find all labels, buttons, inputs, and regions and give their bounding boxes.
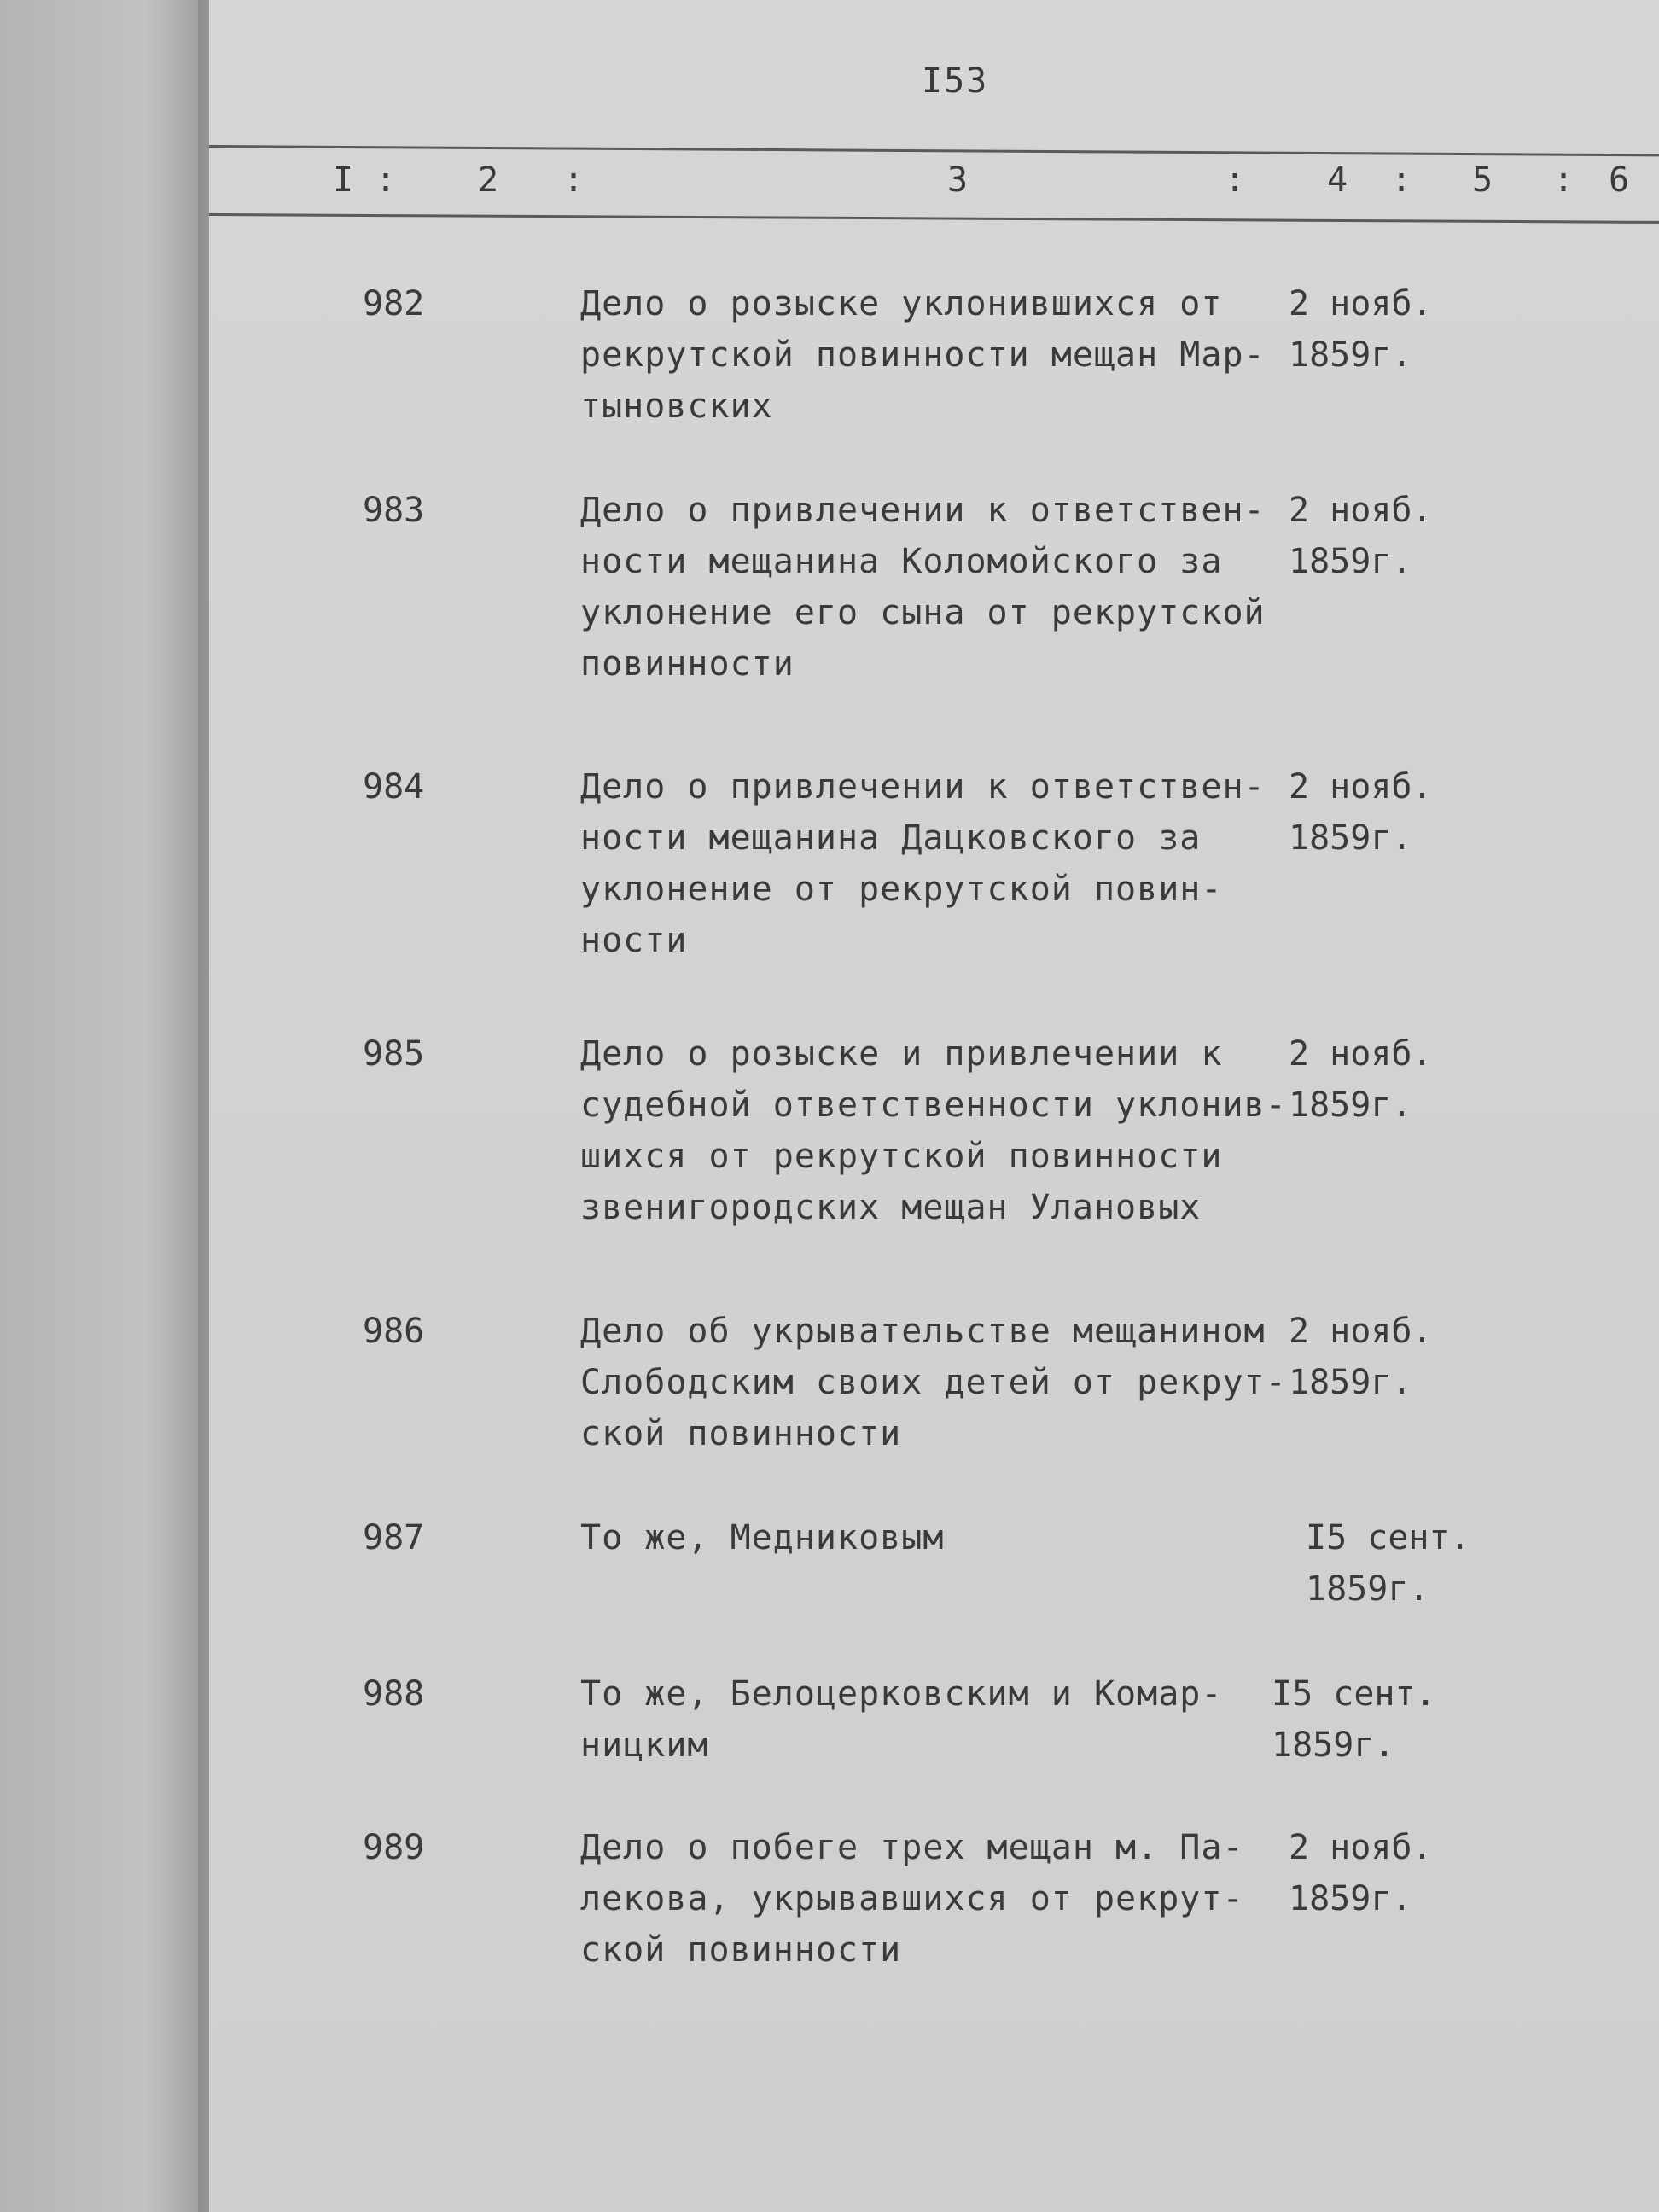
adjacent-page-edge: [0, 0, 209, 2212]
entry-date: 2 нояб. 1859г.: [1289, 491, 1433, 581]
entry-number: 989: [363, 1828, 425, 1867]
entry-description: Дело об укрывательстве мещанином Слободским своих детей от рекрут- ской повинности: [580, 1312, 1287, 1453]
column-separator: :: [563, 160, 585, 200]
document-page: [209, 0, 1659, 2212]
entry-number: 982: [363, 284, 425, 323]
entry-date: I5 сент. 1859г.: [1272, 1674, 1436, 1765]
column-separator: :: [1553, 160, 1575, 200]
header-rule-bottom: [209, 213, 1659, 224]
entry-description: Дело о розыске и привлечении к судебной ответственности уклонив- шихся от рекрутской повинности звенигородских мещан Улановых: [580, 1034, 1287, 1227]
entry-description: То же, Белоцерковским и Комар- ницким: [580, 1674, 1223, 1765]
column-header-6: 6: [1609, 160, 1630, 200]
entry-date: 2 нояб. 1859г.: [1289, 767, 1433, 858]
entry-number: 984: [363, 767, 425, 806]
header-rule-top: [209, 145, 1659, 156]
entry-date: 2 нояб. 1859г.: [1289, 1828, 1433, 1918]
entry-date: 2 нояб. 1859г.: [1289, 1312, 1433, 1402]
entry-description: Дело о розыске уклонившихся от рекрутской повинности мещан Мар- тыновских: [580, 284, 1266, 426]
entry-description: Дело о привлечении к ответствен- ности мещанина Коломойского за уклонение его сына от рекрутской повинности: [580, 491, 1266, 684]
column-header-4: 4: [1327, 160, 1348, 200]
column-header-3: 3: [947, 160, 969, 200]
entry-number: 988: [363, 1674, 425, 1714]
column-header-2: 2: [478, 160, 499, 200]
entry-date: 2 нояб. 1859г.: [1289, 284, 1433, 375]
entry-number: 985: [363, 1034, 425, 1074]
column-header-1: I: [333, 160, 354, 200]
entry-number: 986: [363, 1312, 425, 1351]
entry-date: I5 сент. 1859г.: [1306, 1518, 1470, 1609]
column-header-5: 5: [1472, 160, 1493, 200]
column-separator: :: [375, 160, 397, 200]
column-separator: :: [1225, 160, 1246, 200]
page-number: I53: [922, 61, 989, 101]
entry-date: 2 нояб. 1859г.: [1289, 1034, 1433, 1125]
entry-number: 983: [363, 491, 425, 530]
column-separator: :: [1391, 160, 1412, 200]
entry-description: То же, Медниковым: [580, 1518, 945, 1557]
entry-description: Дело о привлечении к ответствен- ности мещанина Дацковского за уклонение от рекрутской повин- ности: [580, 767, 1266, 960]
entry-number: 987: [363, 1518, 425, 1557]
entry-description: Дело о побеге трех мещан м. Па- лекова, укрывавшихся от рекрут- ской повинности: [580, 1828, 1244, 1970]
